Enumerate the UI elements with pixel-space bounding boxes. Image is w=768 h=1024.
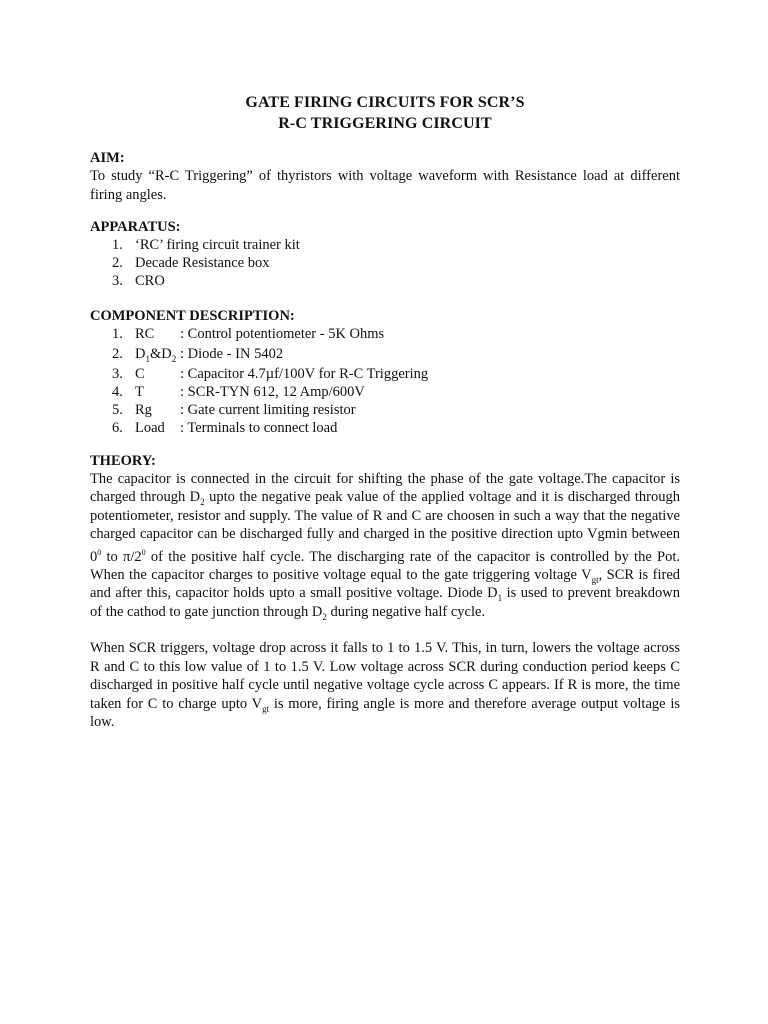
component-code: $D_1\&D_2$ xyxy=(135,345,177,364)
component-desc: : Diode - IN 5402 xyxy=(180,345,284,362)
list-item xyxy=(90,272,680,290)
list-number: 3. xyxy=(112,273,123,290)
component-desc: : Gate current limiting resistor xyxy=(180,402,356,419)
component-code: C xyxy=(135,365,145,382)
document-title: GATE FIRING CIRCUITS FOR SCR’S xyxy=(245,94,525,111)
list-text: Decade Resistance box xyxy=(135,255,270,272)
list-item xyxy=(90,365,680,383)
component-desc: : Capacitor 4.7µf/100V for R-C Triggering xyxy=(180,365,429,382)
list-number: 1. xyxy=(112,325,123,342)
list-number: 3. xyxy=(112,365,123,382)
list-text: ‘RC’ firing circuit trainer kit xyxy=(135,237,300,253)
list-number: 2. xyxy=(112,255,123,272)
list-number: 6. xyxy=(112,420,123,437)
list-number: 1. xyxy=(112,237,123,253)
theory-paragraph-1: The capacitor is connected in the circuit for shifting the phase of the gate voltage.The capacitor is charged through $D_2$ upto the negative peak value of the applied voltage and it is discharged through potentiometer, resistor and supply. The value of R and C are choosen in such a way that the negative charged capacitor can be discharged fully and charged in the positive direction upto Vgmin between $0^0$ to $\pi/2^0$ of the positive half cycle. The discharging rate of the capacitor is controlled by the Pot. When the capacitor charges to positive voltage equal to the gate triggering voltage $V_{gt}$, SCR is fired and after this, capacitor holds upto a small positive voltage. Diode $D_1$ is used to prevent breakdown of the cathod to gate junction through $D_2$ during negative half cycle. xyxy=(90,470,681,622)
list-item xyxy=(90,254,680,272)
list-number: 4. xyxy=(112,384,123,401)
list-item xyxy=(90,401,680,419)
list-item xyxy=(90,236,680,254)
component-code: Load xyxy=(135,420,165,437)
list-item xyxy=(90,419,680,437)
document-page xyxy=(90,92,680,732)
component-desc: : SCR-TYN 612, 12 Amp/600V xyxy=(180,384,365,401)
list-number: 5. xyxy=(112,402,123,419)
component-heading: COMPONENT DESCRIPTION: xyxy=(90,307,295,324)
apparatus-list xyxy=(90,236,680,291)
list-item xyxy=(90,343,680,365)
component-code: RC xyxy=(135,325,155,342)
component-code: T xyxy=(135,384,144,401)
theory-heading: THEORY: xyxy=(90,452,156,469)
list-number: 2. xyxy=(112,345,123,362)
list-item xyxy=(90,383,680,401)
list-text: CRO xyxy=(135,273,165,290)
apparatus-heading: APPARATUS: xyxy=(90,219,181,235)
aim-text: To study “R-C Triggering” of thyristors with voltage waveform with Resistance load at different firing angles. xyxy=(90,168,680,203)
theory-paragraph-2: When SCR triggers, voltage drop across it falls to 1 to 1.5 V. This, in turn, lowers the voltage across R and C to this low value of 1 to 1.5 V. Low voltage across SCR during conduction period keeps C discharged in positive half cycle until negative voltage cycle across C appears. If R is more, the time taken for C to charge upto $V_{gt}$ is more, firing angle is more and therefore average output voltage is low. xyxy=(90,640,680,731)
component-code: Rg xyxy=(135,402,152,419)
document-subtitle: R-C TRIGGERING CIRCUIT xyxy=(278,115,492,132)
aim-heading: AIM: xyxy=(90,150,125,166)
component-desc: : Control potentiometer - 5K Ohms xyxy=(180,325,385,342)
component-list xyxy=(90,325,680,438)
list-item xyxy=(90,325,680,343)
component-desc: : Terminals to connect load xyxy=(180,420,338,437)
